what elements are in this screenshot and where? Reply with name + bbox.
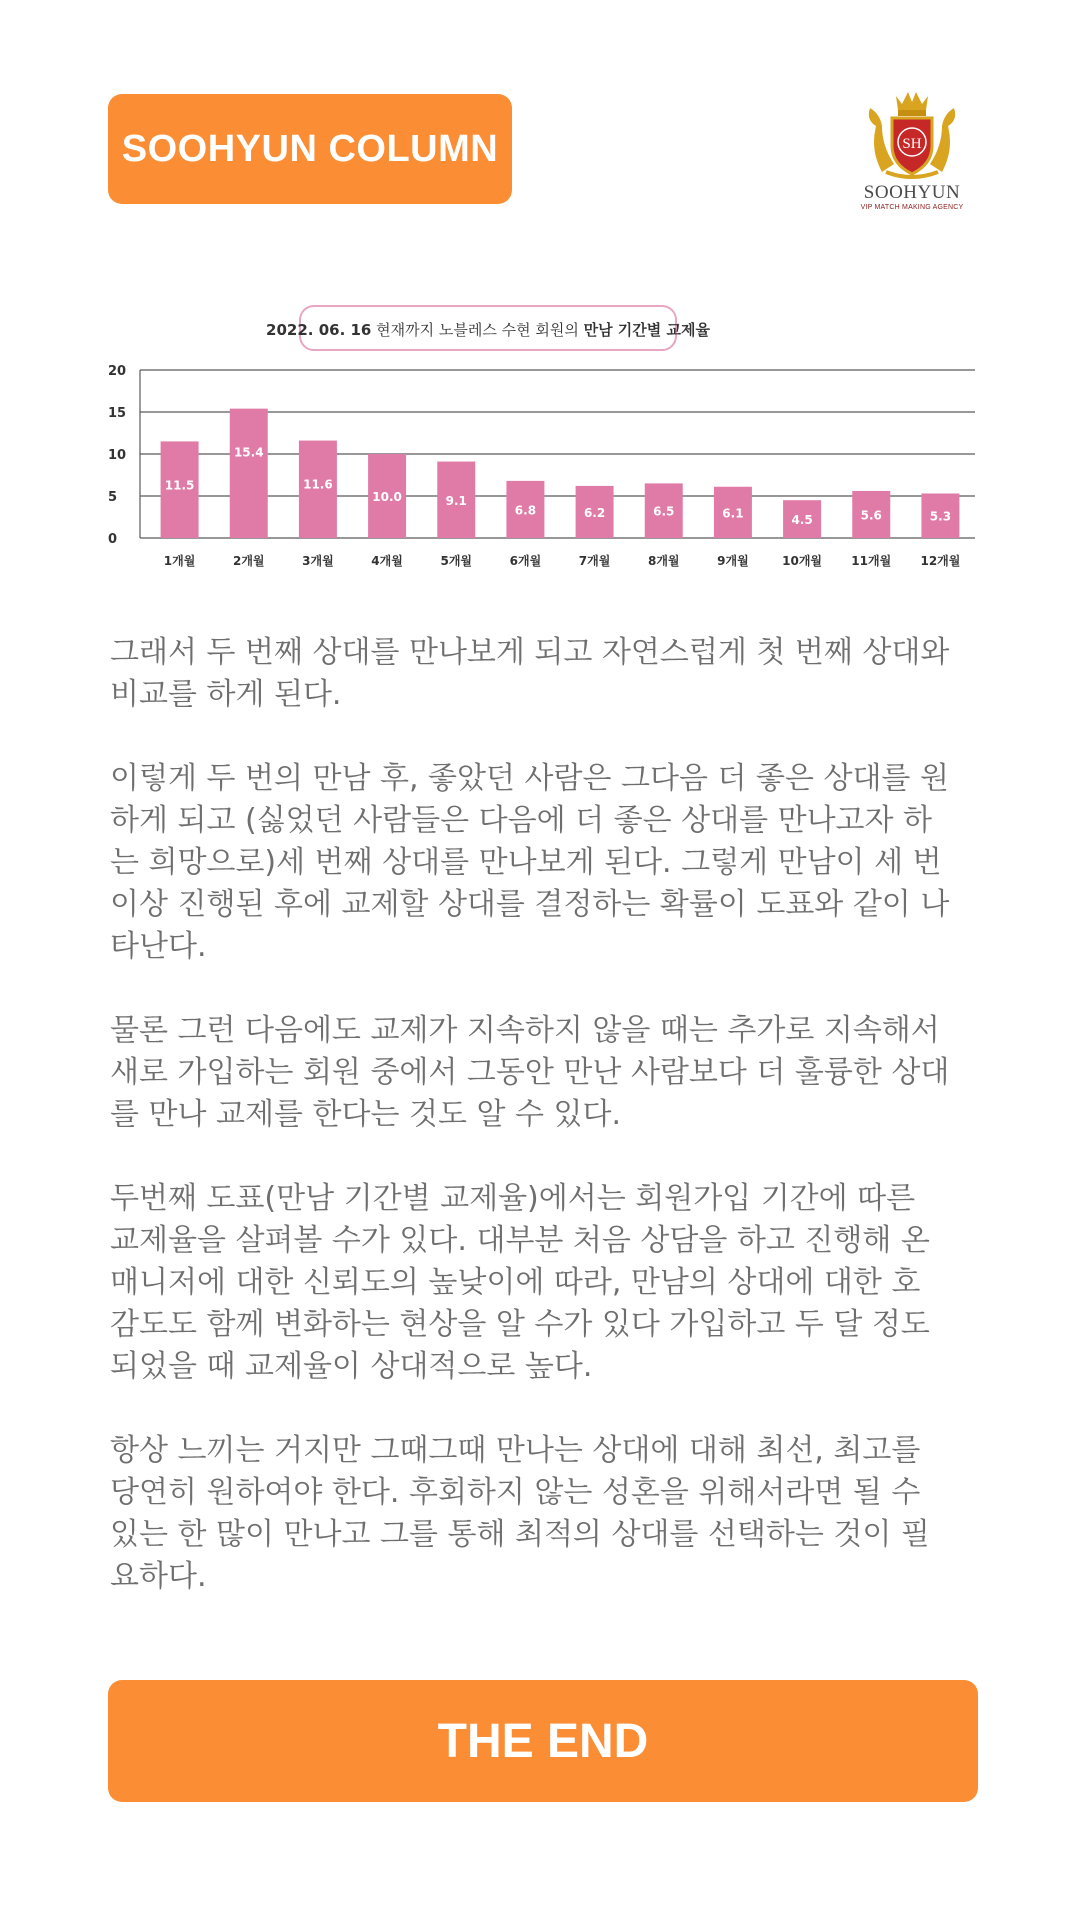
x-tick-label: 2개월 xyxy=(232,554,265,568)
logo-tagline: VIP MATCH MAKING AGENCY xyxy=(860,204,964,211)
bar-value-label: 6.2 xyxy=(583,505,606,520)
x-tick-label: 9개월 xyxy=(717,554,749,568)
x-tick-label: 3개월 xyxy=(302,554,334,568)
bar-value-label: 5.6 xyxy=(860,508,882,523)
bar-value-label: 10.0 xyxy=(372,490,402,504)
column-article xyxy=(110,632,990,1640)
x-tick-label: 1개월 xyxy=(163,554,196,568)
bar-value-label: 4.5 xyxy=(791,513,813,528)
chart-bars xyxy=(161,409,960,538)
y-tick-label: 20 xyxy=(108,364,127,379)
y-tick-label: 10 xyxy=(108,448,127,463)
x-tick-label: 12개월 xyxy=(920,554,961,568)
article-paragraph-4: 두번째 도표(만남 기간별 교제율)에서는 회원가입 기간에 따른 교제율을 살펴볼 수가 있다. 대부분 처음 상담을 하고 진행해 온 매니저에 대한 신뢰도의 높낮이에 따라, 만남의 상대에 대한 호 감도도 함께 변화하는 현상을 알 수가 있다 가입하고 두 달 정도 되었을 때 교제율이 상대적으로 높다. xyxy=(110,1181,930,1384)
chart-title-emphasis: 만남 기간별 교제율 xyxy=(583,321,710,339)
y-tick-label: 15 xyxy=(108,406,127,421)
y-tick-label: 5 xyxy=(108,490,118,505)
chart-title-date: 2022. 06. 16 xyxy=(266,321,372,339)
soohyun-logo xyxy=(852,80,972,220)
article-paragraph-5: 항상 느끼는 거지만 그때그때 만나는 상대에 대해 최선, 최고를 당연히 원하여야 한다. 후회하지 않는 성혼을 위해서라면 될 수 있는 한 많이 만나고 그를 통해 최적의 상대를 선택하는 것이 필 요하다. xyxy=(110,1433,930,1594)
column-header-label: SOOHYUN COLUMN xyxy=(121,127,499,170)
column-header-badge xyxy=(108,94,512,204)
x-tick-label: 6개월 xyxy=(509,554,542,568)
bar-value-label: 6.8 xyxy=(514,503,537,518)
engagement-rate-chart xyxy=(100,300,980,590)
crest-icon xyxy=(852,80,972,184)
x-tick-label: 8개월 xyxy=(647,554,680,568)
x-tick-label: 10개월 xyxy=(782,554,823,568)
chart-title xyxy=(266,321,710,339)
bar-value-label: 11.5 xyxy=(164,478,195,493)
the-end-label: THE END xyxy=(437,1714,649,1768)
bar-value-label: 9.1 xyxy=(445,493,467,508)
y-tick-label: 0 xyxy=(108,532,118,547)
x-tick-label: 11개월 xyxy=(851,554,892,568)
x-tick-label: 7개월 xyxy=(578,554,611,568)
article-paragraph-1: 그래서 두 번째 상대를 만나보게 되고 자연스럽게 첫 번째 상대와 비교를 하게 된다. xyxy=(110,635,950,712)
bar-value-label: 11.6 xyxy=(303,477,333,492)
x-tick-label: 4개월 xyxy=(371,554,403,568)
bar xyxy=(230,409,268,538)
x-tick-label: 5개월 xyxy=(440,554,473,568)
chart-title-middle: 현재까지 노블레스 수현 회원의 xyxy=(371,321,584,339)
article-paragraph-2: 이렇게 두 번의 만남 후, 좋았던 사람은 그다음 더 좋은 상대를 원 하게 되고 (싫었던 사람들은 다음에 더 좋은 상대를 만나고자 하 는 희망으로)세 번째 상대를 만나보게 된다. 그렇게 만남이 세 번 이상 진행된 후에 교제할 상대를 결정하는 확률이 도표와 같이 나 타난다. xyxy=(110,761,950,964)
bar-value-label: 6.5 xyxy=(653,504,675,519)
crest-monogram: SH xyxy=(902,136,922,152)
chart-svg xyxy=(100,300,980,590)
article-paragraph-3: 물론 그런 다음에도 교제가 지속하지 않을 때는 추가로 지속해서 새로 가입하는 회원 중에서 그동안 만난 사람보다 더 훌륭한 상대 를 만나 교제를 한다는 것도 알 수 있다. xyxy=(110,1013,950,1132)
bar-value-label: 15.4 xyxy=(233,445,264,460)
bar-value-label: 5.3 xyxy=(929,509,952,524)
logo-name: SOOHYUN xyxy=(863,182,961,203)
bar-value-label: 6.1 xyxy=(722,506,744,521)
the-end-button[interactable] xyxy=(108,1680,978,1802)
